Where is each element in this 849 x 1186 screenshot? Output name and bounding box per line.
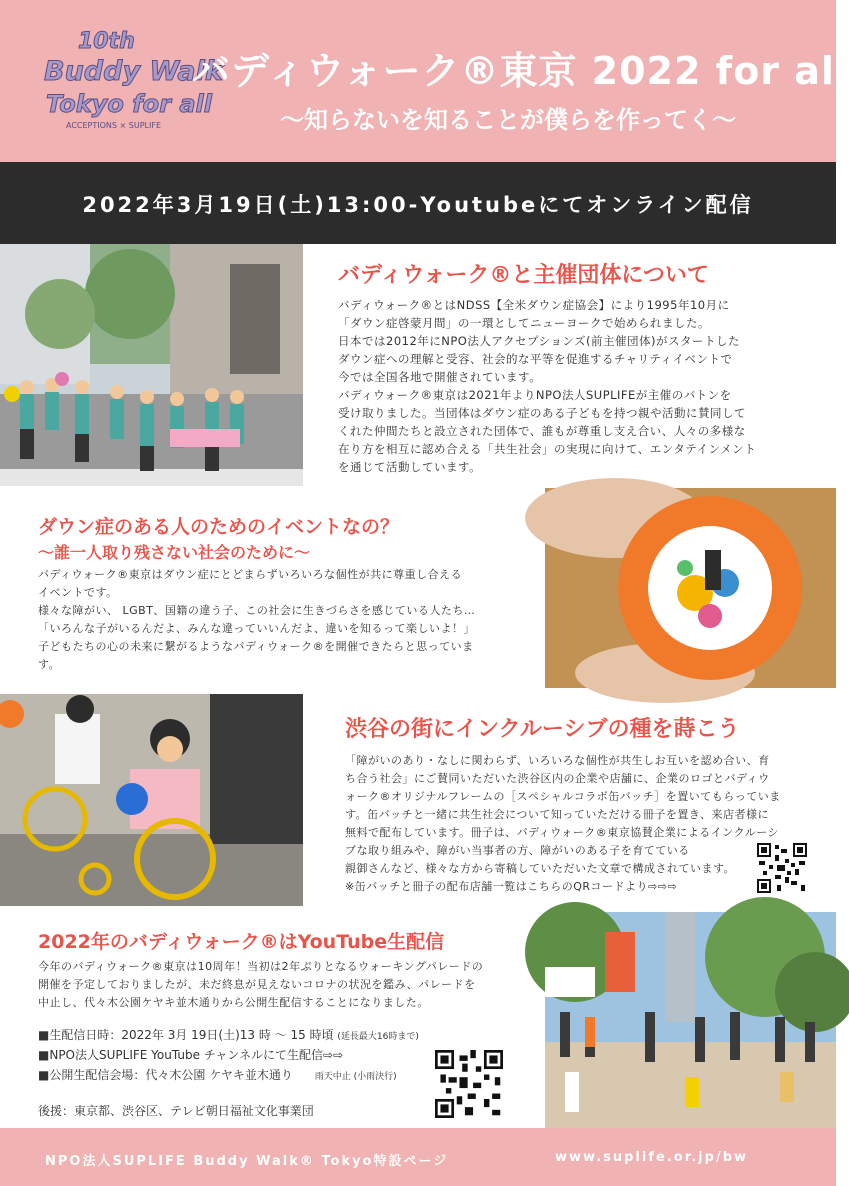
stream-datetime-text: ■生配信日時：2022年 3月 19日(土)13 時 〜 15 時頃 (38, 1028, 334, 1042)
shibuya-line: ※缶バッチと冊子の配布店舗一覧はこちらのQRコードより⇨⇨⇨ (345, 880, 678, 893)
about-line: くれた仲間たちと設立された団体で、誰もが尊重し支え合い、人々の多様な (338, 424, 746, 438)
parade-photo (0, 244, 303, 486)
shibuya-line: 「障がいのあり・なしに関わらず、いろいろな個性が共生しお互いを認め合い、育 (345, 754, 770, 767)
section-heading-event: ダウン症のある人のためのイベントなの？ (38, 516, 400, 538)
shibuya-line: ち合う社会」にご賛同いただいた渋谷区内の企業や店舗に、企業のロゴとバディウ (345, 772, 770, 785)
about-line: ダウン症への理解と受容、社会的な平等を促進するチャリティイベントで (338, 352, 733, 366)
shibuya-line: 親御さんなど、様々な方から寄稿していただいた文章で構成されています。 (345, 862, 736, 875)
shibuya-line: 無料で配布しています。冊子は、バディウォーク®東京協賛企業によるインクルーシ (345, 826, 780, 839)
section-body-about (338, 296, 818, 476)
youtube-line: 中止し、代々木公園ケヤキ並木通りから公開生配信することになりました。 (38, 996, 429, 1009)
section-heading-youtube: 2022年のバディウォーク®はYouTube生配信 (38, 931, 445, 953)
event-line: す。 (38, 658, 61, 671)
shibuya-line: す。缶バッチと一緒に共生社会について知っていただける冊子を置き、来店者様に (345, 808, 769, 821)
about-line: 在り方を相互に認め合える「共生社会」の実現に向けて、エンタテインメント (338, 442, 757, 456)
shibuya-line: ォーク®オリジナルフレームの［スペシャルコラボ缶バッチ］を置いてもらっていま (345, 790, 781, 803)
youtube-channel-qr-code[interactable] (435, 1050, 503, 1118)
youtube-line: 今年のバディウォーク®東京は10周年！当初は2年ぶりとなるウォーキングパレードの (38, 960, 484, 973)
logo-line-1: 10th (78, 29, 135, 54)
stream-venue (38, 1066, 397, 1086)
stream-datetime (38, 1026, 419, 1046)
park-photo (545, 912, 836, 1128)
section-heading-about: バディウォーク®と主催団体について (338, 263, 709, 288)
section-body-event (38, 566, 533, 674)
event-line: 子どもたちの心の未来に繋がるようなバディウォーク®を開催できたらと思っていま (38, 640, 474, 653)
sponsors-text: 後援：東京都、渋谷区、テレビ朝日福祉文化事業団 (38, 1104, 314, 1118)
wheelchair-photo (0, 694, 303, 906)
logo-line-3: Tokyo for all (46, 90, 212, 118)
about-line: 「ダウン症啓蒙月間」の一環としてニューヨークで始められました。 (338, 316, 710, 330)
section-subheading-event: 〜誰一人取り残さない社会のために〜 (38, 543, 311, 562)
event-line: 様々な障がい、 LGBT、国籍の違う子、この社会に生きづらさを感じている人たち… (38, 604, 476, 617)
about-line: バディウォーク®東京は2021年よりNPO法人SUPLIFEが主催のバトンを (338, 388, 732, 402)
page-title: バディウォーク®東京 2022 for all (192, 49, 849, 93)
section-body-youtube (38, 958, 533, 1012)
event-line: バディウォーク®東京はダウン症にとどまらずいろいろな個性が共に尊重し合える (38, 568, 463, 581)
stream-extension-note: (延長最大16時まで) (337, 1032, 419, 1042)
logo-line-2: Buddy Walk (44, 56, 223, 87)
stream-venue-text: ■公開生配信会場：代々木公園 ケヤキ並木通り (38, 1068, 293, 1082)
buddy-walk-logo (40, 22, 223, 142)
shibuya-line: ブな取り組みや、障がい当事者の方、障がいのある子を育てている (345, 844, 690, 857)
about-line: を通じて活動しています。 (338, 460, 482, 474)
logo-line-4: ACCEPTIONS × SUPLIFE (66, 121, 162, 130)
section-heading-shibuya: 渋谷の街にインクルーシブの種を蒔こう (345, 717, 740, 742)
youtube-line: 開催を予定しておりましたが、未だ終息が見えないコロナの状況を鑑み、パレードを (38, 978, 476, 991)
page-subtitle: 〜知らないを知ることが僕らを作ってく〜 (280, 106, 736, 134)
event-line: イベントです。 (38, 586, 118, 599)
footer-url-link[interactable]: www.suplife.or.jp/bw (555, 1150, 749, 1165)
badge-photo (545, 488, 836, 688)
shop-list-qr-code[interactable] (757, 843, 807, 893)
footer-page-label: NPO法人SUPLIFE Buddy Walk® Tokyo特設ページ (45, 1154, 449, 1169)
about-line: バディウォーク®とはNDSS【全米ダウン症協会】により1995年10月に (338, 298, 730, 312)
about-line: 受け取りました。当団体はダウン症のある子どもを持つ親や活動に賛同して (338, 406, 746, 420)
stream-channel[interactable]: ■NPO法人SUPLIFE YouTube チャンネルにて生配信⇨⇨ (38, 1048, 344, 1062)
date-band-text: 2022年3月19日(土)13:00-Youtubeにてオンライン配信 (82, 193, 754, 217)
stream-weather-note: 雨天中止 (小雨決行) (314, 1072, 397, 1082)
about-line: 今では全国各地で開催されています。 (338, 370, 542, 384)
about-line: 日本では2012年にNPO法人アクセプションズ(前主催団体)がスタートした (338, 334, 740, 348)
section-body-shibuya (345, 752, 815, 896)
event-line: 「いろんな子がいるんだよ、みんな違っていいんだよ、違いを知るって楽しいよ！」 (38, 622, 475, 635)
